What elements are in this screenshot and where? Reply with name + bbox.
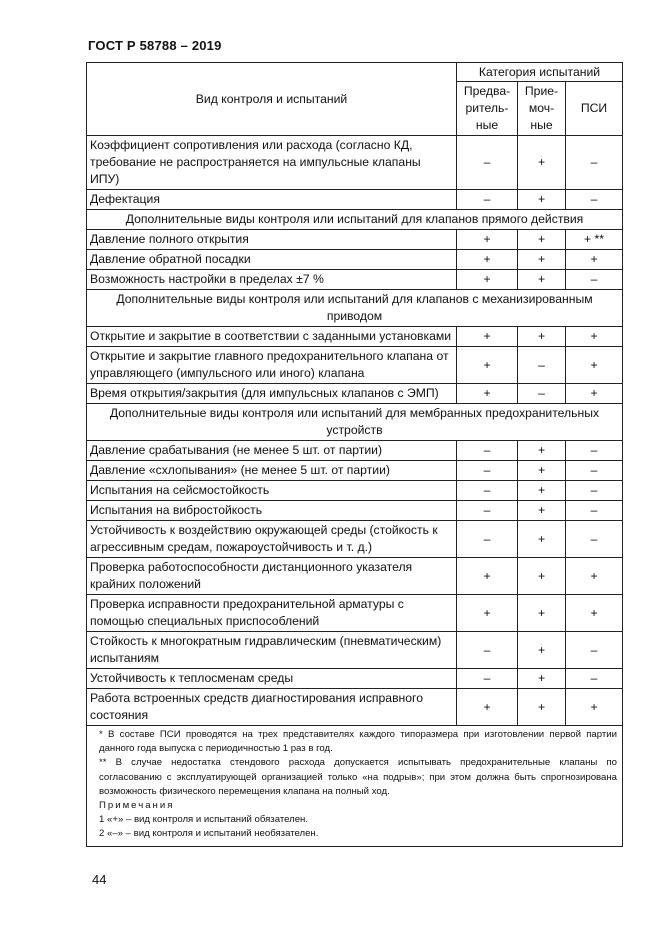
note-2: 2 «–» – вид контроля и испытаний необязателен. [99, 828, 319, 840]
column-header-preliminary [457, 82, 518, 136]
acceptance-label: Прие- моч- ные [524, 84, 559, 132]
acceptance-cell: + [518, 190, 566, 210]
psi-cell: + [566, 558, 623, 595]
footnote-2: ** В случае недостатка стендового расхода допускается испытывать предохранительные клапаны по согласованию с эксплуатирующей организацией только «на подрыв»; при этом должна быть спрогнозирована возможность физического перемещения клапана на полный ход. [99, 757, 617, 797]
section-title: Дополнительные виды контроля или испытаний для клапанов с механизированным приводом [87, 290, 623, 327]
test-name-cell: Возможность настройки в пределах ±7 % [87, 270, 457, 290]
table-row [87, 347, 623, 384]
preliminary-cell: – [457, 632, 518, 669]
acceptance-cell: + [518, 461, 566, 481]
psi-cell: – [566, 270, 623, 290]
acceptance-cell: + [518, 230, 566, 250]
acceptance-cell: – [518, 347, 566, 384]
psi-cell: + [566, 689, 623, 726]
table-row [87, 669, 623, 689]
psi-cell: – [566, 632, 623, 669]
preliminary-cell: + [457, 270, 518, 290]
psi-cell: – [566, 521, 623, 558]
test-name-cell: Дефектация [87, 190, 457, 210]
test-name-cell: Коэффициент сопротивления или расхода (согласно КД, требование не распространяется на импульсные клапаны ИПУ) [87, 136, 457, 190]
acceptance-cell: + [518, 689, 566, 726]
table-row [87, 689, 623, 726]
psi-cell: + [566, 327, 623, 347]
column-header-test-kind: Вид контроля и испытаний [87, 63, 457, 136]
test-name-cell: Работа встроенных средств диагностирования исправного состояния [87, 689, 457, 726]
test-name-cell: Испытания на сейсмостойкость [87, 481, 457, 501]
page-number: 44 [92, 872, 107, 887]
preliminary-cell: – [457, 501, 518, 521]
preliminary-cell: – [457, 190, 518, 210]
table-row [87, 384, 623, 404]
psi-cell: – [566, 190, 623, 210]
acceptance-cell: + [518, 521, 566, 558]
psi-cell: – [566, 461, 623, 481]
test-name-cell: Открытие и закрытие в соответствии с заданными установками [87, 327, 457, 347]
psi-cell: – [566, 136, 623, 190]
test-name-cell: Проверка работоспособности дистанционного указателя крайних положений [87, 558, 457, 595]
acceptance-cell: – [518, 384, 566, 404]
acceptance-cell: + [518, 136, 566, 190]
preliminary-cell: – [457, 461, 518, 481]
test-name-cell: Проверка исправности предохранительной арматуры с помощью специальных приспособлений [87, 595, 457, 632]
table-row [87, 558, 623, 595]
table-row [87, 136, 623, 190]
table-row [87, 327, 623, 347]
psi-cell: – [566, 441, 623, 461]
test-name-cell: Стойкость к многократным гидравлическим (пневматическим) испытаниям [87, 632, 457, 669]
preliminary-label: Предва- ритель- ные [463, 84, 511, 132]
test-category-table [86, 62, 623, 847]
table-row [87, 230, 623, 250]
table-row [87, 595, 623, 632]
preliminary-cell: – [457, 481, 518, 501]
footnotes-row [87, 726, 623, 847]
psi-cell: – [566, 669, 623, 689]
acceptance-cell: + [518, 250, 566, 270]
table-row [87, 481, 623, 501]
preliminary-cell: + [457, 327, 518, 347]
preliminary-cell: – [457, 669, 518, 689]
section-row [87, 290, 623, 327]
acceptance-cell: + [518, 558, 566, 595]
preliminary-cell: + [457, 230, 518, 250]
preliminary-cell: + [457, 558, 518, 595]
preliminary-cell: + [457, 595, 518, 632]
test-name-cell: Устойчивость к воздействию окружающей среды (стойкость к агрессивным средам, пожароустойчивость и т. д.) [87, 521, 457, 558]
acceptance-cell: + [518, 595, 566, 632]
section-row [87, 404, 623, 441]
column-header-test-category: Категория испытаний [457, 63, 623, 82]
preliminary-cell: + [457, 384, 518, 404]
test-name-cell: Давление «схлопывания» (не менее 5 шт. от партии) [87, 461, 457, 481]
preliminary-cell: – [457, 136, 518, 190]
note-1: 1 «+» – вид контроля и испытаний обязателен. [99, 814, 309, 826]
table-row [87, 270, 623, 290]
table-row [87, 501, 623, 521]
test-name-cell: Испытания на вибростойкость [87, 501, 457, 521]
test-name-cell: Открытие и закрытие главного предохранительного клапана от управляющего (импульсного или иного) клапана [87, 347, 457, 384]
table-row [87, 632, 623, 669]
psi-cell: + [566, 595, 623, 632]
test-name-cell: Давление срабатывания (не менее 5 шт. от партии) [87, 441, 457, 461]
column-header-psi: ПСИ [566, 82, 623, 136]
preliminary-cell: + [457, 250, 518, 270]
psi-cell: + [566, 384, 623, 404]
preliminary-cell: + [457, 347, 518, 384]
psi-cell: + ** [566, 230, 623, 250]
notes-title: Примечания [99, 800, 175, 812]
section-title: Дополнительные виды контроля или испытаний для мембранных предохранительных устройств [87, 404, 623, 441]
footnotes-cell [87, 726, 623, 847]
table-body [87, 136, 623, 726]
preliminary-cell: + [457, 689, 518, 726]
preliminary-cell: – [457, 521, 518, 558]
acceptance-cell: + [518, 632, 566, 669]
standard-designation: ГОСТ Р 58788 – 2019 [88, 38, 222, 53]
preliminary-cell: – [457, 441, 518, 461]
section-row [87, 210, 623, 230]
acceptance-cell: + [518, 481, 566, 501]
acceptance-cell: + [518, 669, 566, 689]
psi-cell: – [566, 501, 623, 521]
table-row [87, 190, 623, 210]
section-title: Дополнительные виды контроля или испытаний для клапанов прямого действия [87, 210, 623, 230]
psi-cell: + [566, 250, 623, 270]
test-name-cell: Время открытия/закрытия (для импульсных клапанов с ЭМП) [87, 384, 457, 404]
acceptance-cell: + [518, 501, 566, 521]
table-row [87, 441, 623, 461]
table-row [87, 250, 623, 270]
acceptance-cell: + [518, 441, 566, 461]
table-row [87, 461, 623, 481]
test-name-cell: Давление полного открытия [87, 230, 457, 250]
test-name-cell: Давление обратной посадки [87, 250, 457, 270]
test-name-cell: Устойчивость к теплосменам среды [87, 669, 457, 689]
acceptance-cell: + [518, 270, 566, 290]
column-header-acceptance [518, 82, 566, 136]
footnote-1: * В составе ПСИ проводятся на трех представителях каждого типоразмера при изготовлении первой партии данного года выпуска с периодичностью 1 раз в год. [99, 729, 617, 755]
psi-cell: + [566, 347, 623, 384]
table-row [87, 521, 623, 558]
psi-cell: – [566, 481, 623, 501]
acceptance-cell: + [518, 327, 566, 347]
